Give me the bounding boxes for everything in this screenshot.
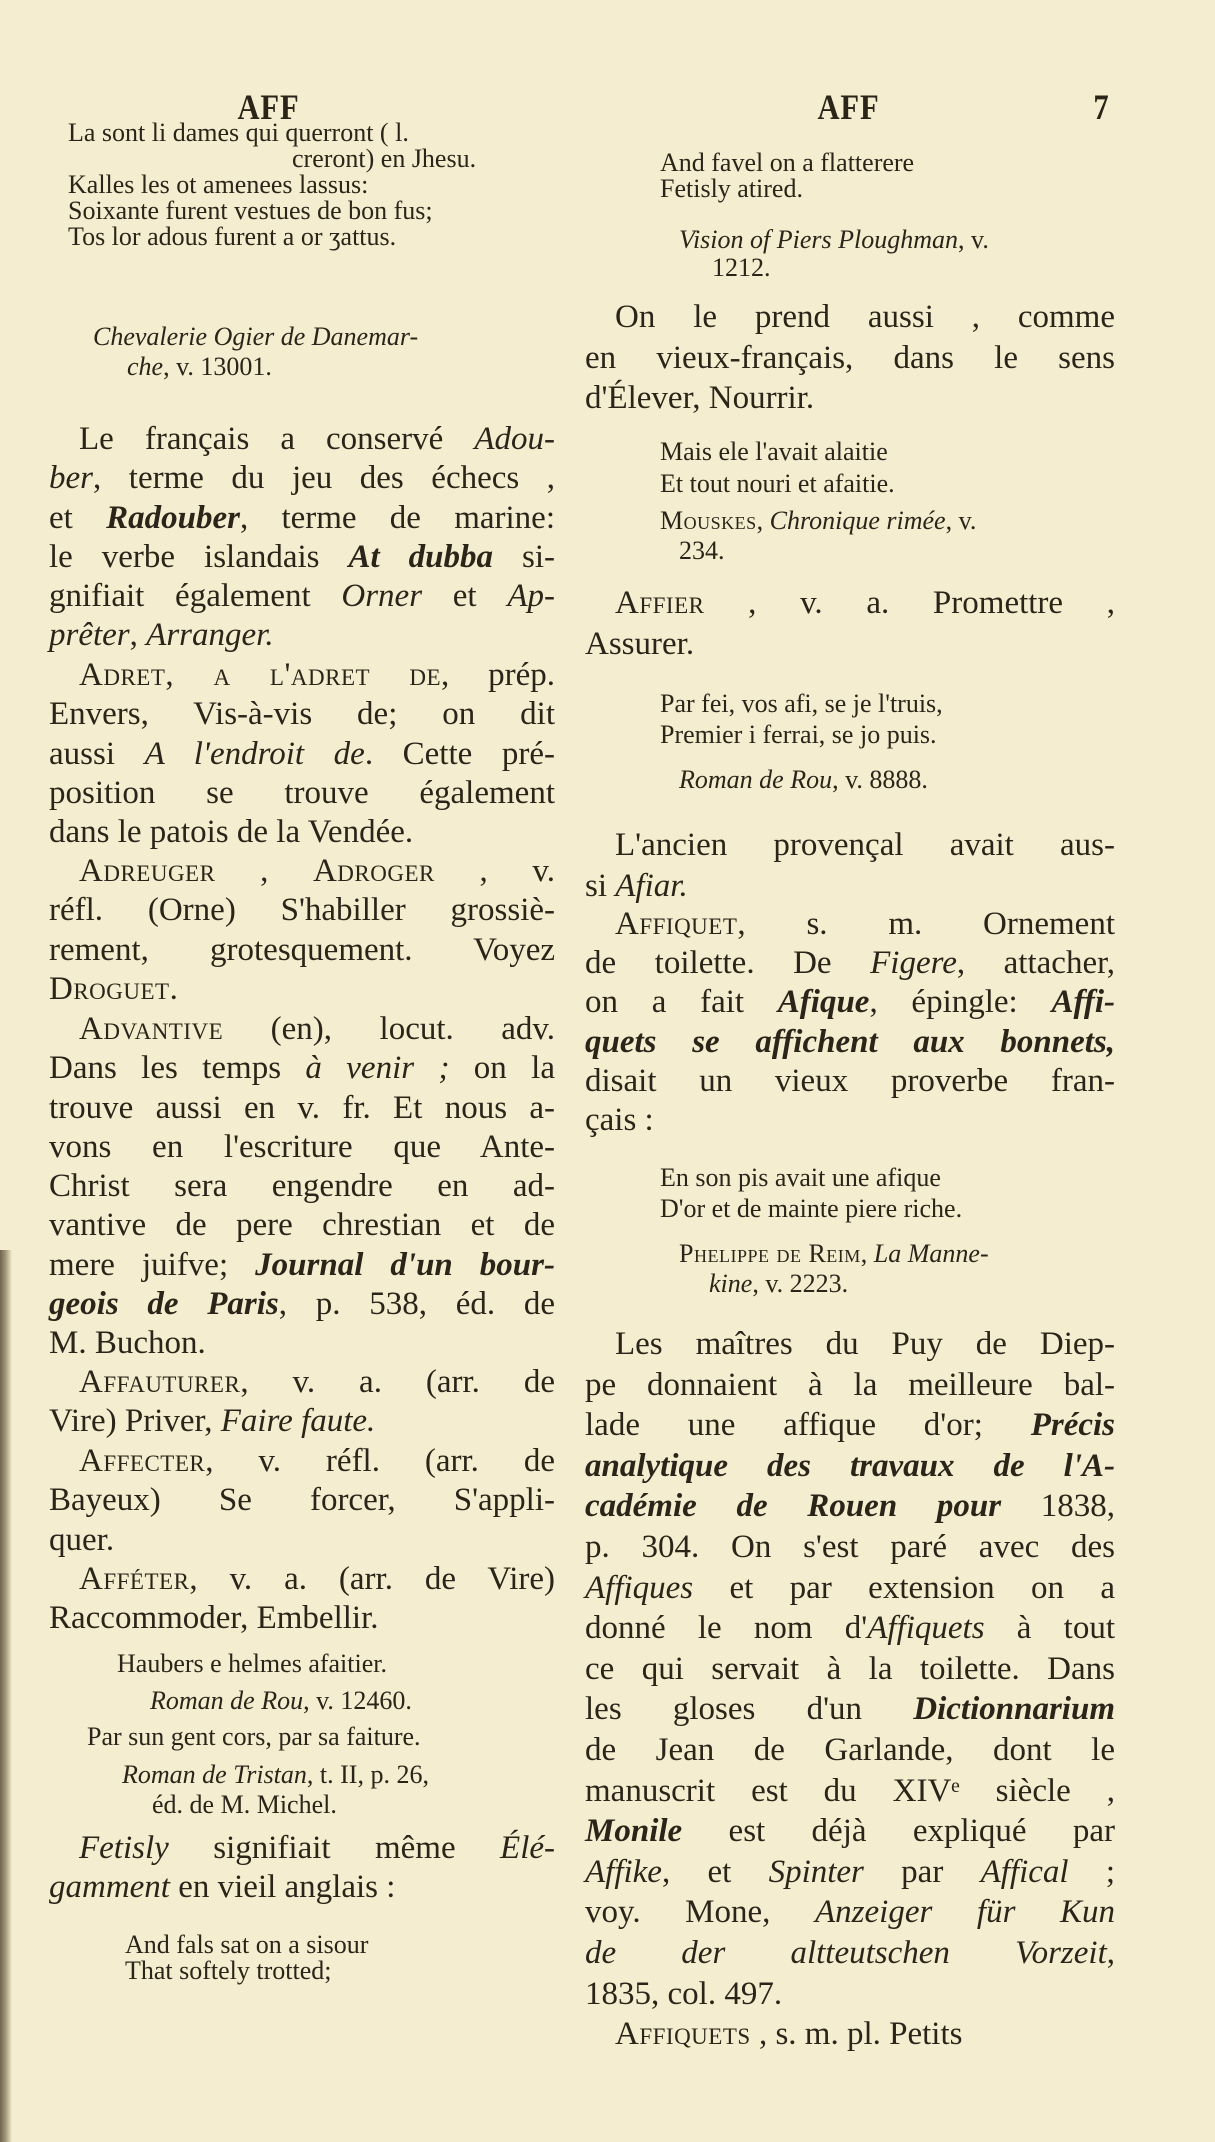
- text-line: [49, 420, 555, 459]
- text-line: [660, 1193, 962, 1224]
- italic-text: cadémie de Rouen pour: [585, 1488, 1002, 1525]
- text-line: [679, 226, 989, 254]
- text-line: [68, 198, 476, 224]
- text-line: [49, 459, 555, 498]
- headword: Affauturer: [79, 1364, 241, 1400]
- text-line: [49, 813, 555, 852]
- italic-text: kine: [709, 1269, 753, 1298]
- text-line: [150, 1686, 412, 1716]
- text-line: [68, 120, 476, 146]
- text: , v. 2223.: [752, 1269, 849, 1298]
- italic-text: Spinter: [768, 1853, 864, 1890]
- text: en vieil anglais :: [169, 1869, 396, 1906]
- headword: Advantive: [79, 1011, 224, 1047]
- text-line: [660, 506, 976, 536]
- entry-affiquets: [585, 2014, 1115, 2055]
- text: Assurer.: [585, 625, 695, 662]
- italic-text: de der altteutschen Vorzeit: [585, 1934, 1107, 1971]
- citation: [679, 1239, 989, 1299]
- text: 1838,: [1001, 1488, 1116, 1525]
- text-line: [49, 616, 555, 655]
- text: L'ancien provençal avait aus-: [615, 827, 1115, 863]
- verse-quote: [125, 1932, 368, 1984]
- verse-quote: [660, 436, 895, 500]
- italic-text: quets se affichent aux bonnets,: [585, 1023, 1115, 1060]
- italic-text: Affical: [980, 1853, 1069, 1890]
- text: , v. réfl. (arr. de: [205, 1443, 555, 1479]
- text: signifiait même: [168, 1830, 501, 1866]
- text: p. 304. On s'est paré avec des: [585, 1528, 1115, 1565]
- text-line: [660, 719, 943, 750]
- text: Les maîtres du Puy de Diep-: [615, 1326, 1115, 1362]
- text: ,: [129, 617, 147, 654]
- text: Fetisly atired.: [660, 174, 803, 203]
- entry-advantive: [49, 1010, 555, 1364]
- text: Kalles les ot amenees lassus:: [68, 170, 369, 199]
- text-line: [49, 1010, 555, 1049]
- italic-text: Fetisly: [79, 1830, 169, 1866]
- text-line: [49, 1521, 555, 1560]
- text-line: [122, 1760, 429, 1790]
- text: éd. de M. Michel.: [152, 1790, 337, 1819]
- text: 1212.: [712, 253, 771, 282]
- text-line: [49, 1246, 555, 1285]
- italic-text: Monile: [585, 1813, 683, 1850]
- text-line: [585, 1608, 1115, 1649]
- text: creront) en Jhesu.: [292, 144, 477, 173]
- text-line: [49, 499, 555, 538]
- text-line: [49, 774, 555, 813]
- headword: Affecter: [79, 1443, 206, 1479]
- text-line: [49, 852, 555, 891]
- text-line: [49, 538, 555, 577]
- text: mere juifve;: [49, 1246, 256, 1283]
- text: Le français a conservé: [79, 421, 475, 457]
- text: de toilette. De: [585, 945, 871, 982]
- text: La sont li dames qui querront ( l.: [68, 118, 409, 147]
- text: , t. II, p. 26,: [306, 1760, 429, 1789]
- text: Christ sera engendre en ad-: [49, 1168, 555, 1205]
- italic-text: Afiar.: [615, 867, 688, 904]
- text-line: [585, 1062, 1115, 1101]
- headword: Affier: [615, 585, 705, 621]
- text: à tout: [984, 1610, 1116, 1647]
- text-line: [585, 866, 1115, 907]
- text: Vire) Priver,: [49, 1403, 221, 1440]
- text-line: [49, 1868, 555, 1907]
- italic-text: ber: [49, 460, 93, 497]
- text-line: [49, 1442, 555, 1481]
- text-line: [49, 1128, 555, 1167]
- text: , terme du jeu des échecs ,: [93, 460, 555, 497]
- text: And fals sat on a sisour: [125, 1930, 369, 1959]
- text: vantive de pere chrestian et de: [49, 1207, 555, 1244]
- text: En son pis avait une afique: [660, 1163, 941, 1192]
- text: , v. a. (arr. de Vire): [189, 1561, 555, 1597]
- text: quer.: [49, 1521, 115, 1558]
- text-line: [679, 536, 976, 566]
- text: , v.: [945, 506, 977, 535]
- text-line: [585, 825, 1115, 866]
- citation: [150, 1686, 412, 1716]
- italic-text: A l'endroit de: [144, 735, 365, 772]
- italic-text: Journal d'un bour-: [255, 1246, 555, 1283]
- italic-text: geois de Paris: [49, 1286, 279, 1323]
- text: donné le nom d': [585, 1610, 868, 1647]
- text: 234.: [679, 536, 725, 565]
- text-line: [585, 1446, 1115, 1487]
- text: , prép.: [441, 657, 555, 693]
- text: , v.: [958, 225, 989, 254]
- entry-adreuger: [49, 852, 555, 1009]
- text: Dans les temps: [49, 1050, 306, 1087]
- text-line: [585, 624, 1115, 665]
- text-line: [49, 735, 555, 774]
- text-line: [585, 1101, 1115, 1140]
- text-line: [585, 1324, 1115, 1365]
- verse-quote: [660, 150, 914, 202]
- citation: [660, 506, 976, 566]
- text: si: [585, 867, 616, 904]
- text-line: [585, 1527, 1115, 1568]
- entry-affiquet: [585, 905, 1115, 1140]
- text: M. Buchon.: [49, 1325, 206, 1362]
- text-line: [117, 1651, 387, 1677]
- headword: Adroger: [312, 853, 435, 889]
- entry-adret: [49, 656, 555, 852]
- text: et: [49, 499, 107, 536]
- italic-text: Figere: [870, 945, 957, 982]
- text: , attacher,: [956, 945, 1116, 982]
- italic-text: Affiques: [585, 1569, 694, 1606]
- paragraph: [49, 420, 555, 656]
- text-line: [49, 656, 555, 695]
- text: That softely trotted;: [125, 1956, 332, 1985]
- text: ,: [860, 1239, 874, 1268]
- paragraph: [585, 297, 1115, 419]
- text-line: [679, 1239, 989, 1269]
- text: rement, grotesquement. Voyez: [49, 931, 555, 968]
- text: 1835, col. 497.: [585, 1975, 783, 2012]
- text: en vieux-français, dans le sens: [585, 339, 1115, 376]
- text: D'or et de mainte piere riche.: [660, 1194, 963, 1223]
- text: ;: [1068, 1853, 1115, 1890]
- citation: [93, 322, 418, 382]
- text: , et: [661, 1853, 769, 1890]
- citation: [679, 765, 928, 795]
- text: est déjà expliqué par: [682, 1813, 1115, 1850]
- text-line: [49, 577, 555, 616]
- text-line: [93, 322, 418, 352]
- running-head-right: AFF: [817, 87, 880, 127]
- italic-text: à venir ;: [305, 1050, 450, 1087]
- text: et: [422, 578, 508, 615]
- italic-text: gamment: [49, 1869, 170, 1906]
- italic-text: Dictionnarium: [913, 1691, 1115, 1728]
- italic-text: Anzeiger für Kun: [815, 1894, 1115, 1931]
- text-line: [585, 338, 1115, 379]
- text: , v.: [434, 853, 555, 889]
- text: Et tout nouri et afaitie.: [660, 469, 895, 498]
- text: aussi: [49, 735, 145, 772]
- italic-text: che: [127, 352, 164, 381]
- text: Bayeux) Se forcer, S'appli-: [49, 1482, 555, 1519]
- text: . Cette pré-: [364, 735, 555, 772]
- entry-affeter: [49, 1560, 555, 1639]
- text: on la: [449, 1050, 555, 1087]
- headword: Adreuger: [79, 853, 216, 889]
- text-line: [585, 1486, 1115, 1527]
- text: disait un vieux proverbe fran-: [585, 1062, 1115, 1099]
- text-line: [585, 378, 1115, 419]
- text-line: [585, 1649, 1115, 1690]
- text: ce qui servait à la toilette. Dans: [585, 1650, 1115, 1687]
- italic-text: Précis: [1030, 1407, 1115, 1444]
- headword: Droguet.: [49, 970, 179, 1007]
- text: par: [863, 1853, 981, 1890]
- headword: Adret, a l'adret de: [79, 657, 442, 693]
- text-line: [49, 1599, 555, 1638]
- text: , v. 8888.: [832, 765, 928, 794]
- text-line: [585, 1933, 1115, 1974]
- headword: Afféter: [79, 1561, 190, 1597]
- italic-text: Élé-: [500, 1830, 555, 1866]
- text: Mais ele l'avait alaitie: [660, 437, 888, 466]
- italic-text: At dubba: [348, 538, 494, 575]
- text: Envers, Vis-à-vis de; on dit: [49, 696, 555, 733]
- verse-quote: [117, 1651, 387, 1677]
- text-line: [585, 1689, 1115, 1730]
- text: les gloses d'un: [585, 1691, 914, 1728]
- italic-text: Affi-: [1051, 984, 1115, 1021]
- text-line: [585, 583, 1115, 624]
- headword: Mouskes: [660, 506, 757, 535]
- text: , v. 12460.: [303, 1686, 412, 1715]
- text-line: [125, 1958, 368, 1984]
- text: , v. a. (arr. de: [240, 1364, 555, 1400]
- text: Soixante furent vestues de bon fus;: [68, 196, 433, 225]
- entry-affier: [585, 583, 1115, 664]
- text: pe donnaient à la meilleure bal-: [585, 1366, 1115, 1403]
- text: lade une affique d'or;: [585, 1407, 1031, 1444]
- text: de Jean de Garlande, dont le: [585, 1731, 1115, 1768]
- text-line: [660, 436, 895, 468]
- text-line: [49, 931, 555, 970]
- text: , terme de marine:: [239, 499, 555, 536]
- text-line: [49, 1167, 555, 1206]
- text-line: [585, 1811, 1115, 1852]
- text: Par fei, vos afi, se je l'truis,: [660, 689, 943, 718]
- citation: [679, 226, 989, 282]
- text-line: [709, 1269, 989, 1299]
- text: , épingle:: [869, 984, 1052, 1021]
- text-line: [49, 1324, 555, 1363]
- text: vons en l'escriture que Ante-: [49, 1128, 555, 1165]
- headword: Affiquets: [615, 2016, 751, 2052]
- text-line: [49, 1206, 555, 1245]
- text-line: [585, 2014, 1115, 2055]
- text: ,: [215, 853, 313, 889]
- italic-text: analytique des travaux de l'A-: [585, 1447, 1115, 1484]
- text: (en), locut. adv.: [223, 1011, 555, 1047]
- text: voy. Mone,: [585, 1894, 816, 1931]
- italic-text: La Manne-: [873, 1239, 989, 1268]
- entry-affecter: [49, 1442, 555, 1560]
- text: çais :: [585, 1102, 654, 1139]
- text-line: [68, 224, 476, 250]
- italic-text: Afique: [777, 984, 870, 1021]
- verse-quote: [660, 1162, 962, 1224]
- italic-text: Roman de Tristan: [122, 1760, 307, 1789]
- text: , s. m. Ornement: [737, 906, 1115, 942]
- italic-text: Radouber: [106, 499, 240, 536]
- text-line: [87, 1724, 421, 1750]
- italic-text: Arranger.: [146, 617, 274, 654]
- text-line: [660, 176, 914, 202]
- text-line: [660, 468, 895, 500]
- text-line: [660, 688, 943, 719]
- text-line: [49, 1089, 555, 1128]
- text: ,: [1106, 1934, 1115, 1971]
- text-line: [660, 150, 914, 176]
- text: position se trouve également: [49, 774, 555, 811]
- text-line: [712, 254, 989, 282]
- text: On le prend aussi , comme: [615, 299, 1115, 335]
- text: le verbe islandais: [49, 538, 349, 575]
- text-line: [585, 905, 1115, 944]
- text: manuscrit est du XIVᵉ siècle ,: [585, 1772, 1115, 1809]
- text-line: [585, 297, 1115, 338]
- text-line: [49, 891, 555, 930]
- text: ,: [756, 506, 770, 535]
- italic-text: Chronique rimée: [769, 506, 946, 535]
- text: , p. 538, éd. de: [278, 1286, 555, 1323]
- text-line: [49, 1402, 555, 1441]
- text-line: [585, 944, 1115, 983]
- text-line: [585, 1023, 1115, 1062]
- text: , v. a. Promettre ,: [704, 585, 1115, 621]
- text: trouve aussi en v. fr. Et nous a-: [49, 1089, 555, 1126]
- text: Raccommoder, Embellir.: [49, 1600, 379, 1637]
- text-line: [127, 352, 418, 382]
- paragraph: [585, 1324, 1115, 2014]
- running-head-left: AFF: [237, 87, 300, 127]
- italic-text: prêter: [49, 617, 130, 654]
- text-line: [585, 1365, 1115, 1406]
- text-line: [49, 1829, 555, 1868]
- text-line: [49, 695, 555, 734]
- headword: Affiquet: [615, 906, 738, 942]
- text-line: [585, 1730, 1115, 1771]
- text: dans le patois de la Vendée.: [49, 814, 414, 851]
- text: et par extension on a: [693, 1569, 1115, 1606]
- italic-text: Ap-: [507, 578, 555, 615]
- italic-text: Roman de Rou: [679, 765, 833, 794]
- text-line: [660, 1162, 962, 1193]
- text: Tos lor adous furent a or ʒattus.: [68, 222, 397, 251]
- text: , v. 13001.: [163, 352, 272, 381]
- text-line: [152, 1790, 429, 1820]
- text-line: [585, 1852, 1115, 1893]
- text-line: [292, 146, 476, 172]
- page-number: 7: [1093, 87, 1110, 127]
- text-line: [585, 1771, 1115, 1812]
- italic-text: Faire faute.: [220, 1403, 376, 1440]
- text-line: [49, 1560, 555, 1599]
- text-line: [49, 970, 555, 1009]
- headword: Phelippe de Reim: [679, 1239, 861, 1268]
- entry-affauturer: [49, 1363, 555, 1442]
- text-line: [49, 1285, 555, 1324]
- text-line: [585, 1892, 1115, 1933]
- text-line: [585, 1405, 1115, 1446]
- text-line: [49, 1363, 555, 1402]
- page-binding-shadow: [0, 1250, 12, 2142]
- verse-quote: [68, 120, 476, 250]
- text-line: [49, 1481, 555, 1520]
- verse-quote: [660, 688, 943, 750]
- text: gnifiait également: [49, 578, 342, 615]
- text: Haubers e helmes afaitier.: [117, 1649, 387, 1678]
- italic-text: Vision of Piers Ploughman: [679, 225, 959, 254]
- italic-text: Roman de Rou: [150, 1686, 304, 1715]
- paragraph: [585, 825, 1115, 906]
- text-line: [125, 1932, 368, 1958]
- text-line: [585, 983, 1115, 1022]
- italic-text: Orner: [341, 578, 423, 615]
- text-line: [68, 172, 476, 198]
- text: réfl. (Orne) S'habiller grossiè-: [49, 892, 555, 929]
- italic-text: Affike: [585, 1853, 662, 1890]
- text-line: [585, 1568, 1115, 1609]
- text: Premier i ferrai, se jo puis.: [660, 720, 937, 749]
- text: And favel on a flatterere: [660, 148, 915, 177]
- citation: [122, 1760, 429, 1820]
- italic-text: Affiquets: [867, 1610, 985, 1647]
- italic-text: Chevalerie Ogier de Danemar-: [93, 322, 419, 351]
- text: , s. m. pl. Petits: [750, 2016, 963, 2052]
- text: si-: [493, 538, 555, 575]
- verse-quote: [87, 1724, 421, 1750]
- text: d'Élever, Nourrir.: [585, 380, 815, 417]
- text-line: [49, 1049, 555, 1088]
- paragraph: [49, 1829, 555, 1908]
- text-line: [679, 765, 928, 795]
- text: on a fait: [585, 984, 778, 1021]
- text-line: [585, 1974, 1115, 2015]
- text: Par sun gent cors, par sa faiture.: [87, 1722, 421, 1751]
- italic-text: Adou-: [474, 421, 555, 457]
